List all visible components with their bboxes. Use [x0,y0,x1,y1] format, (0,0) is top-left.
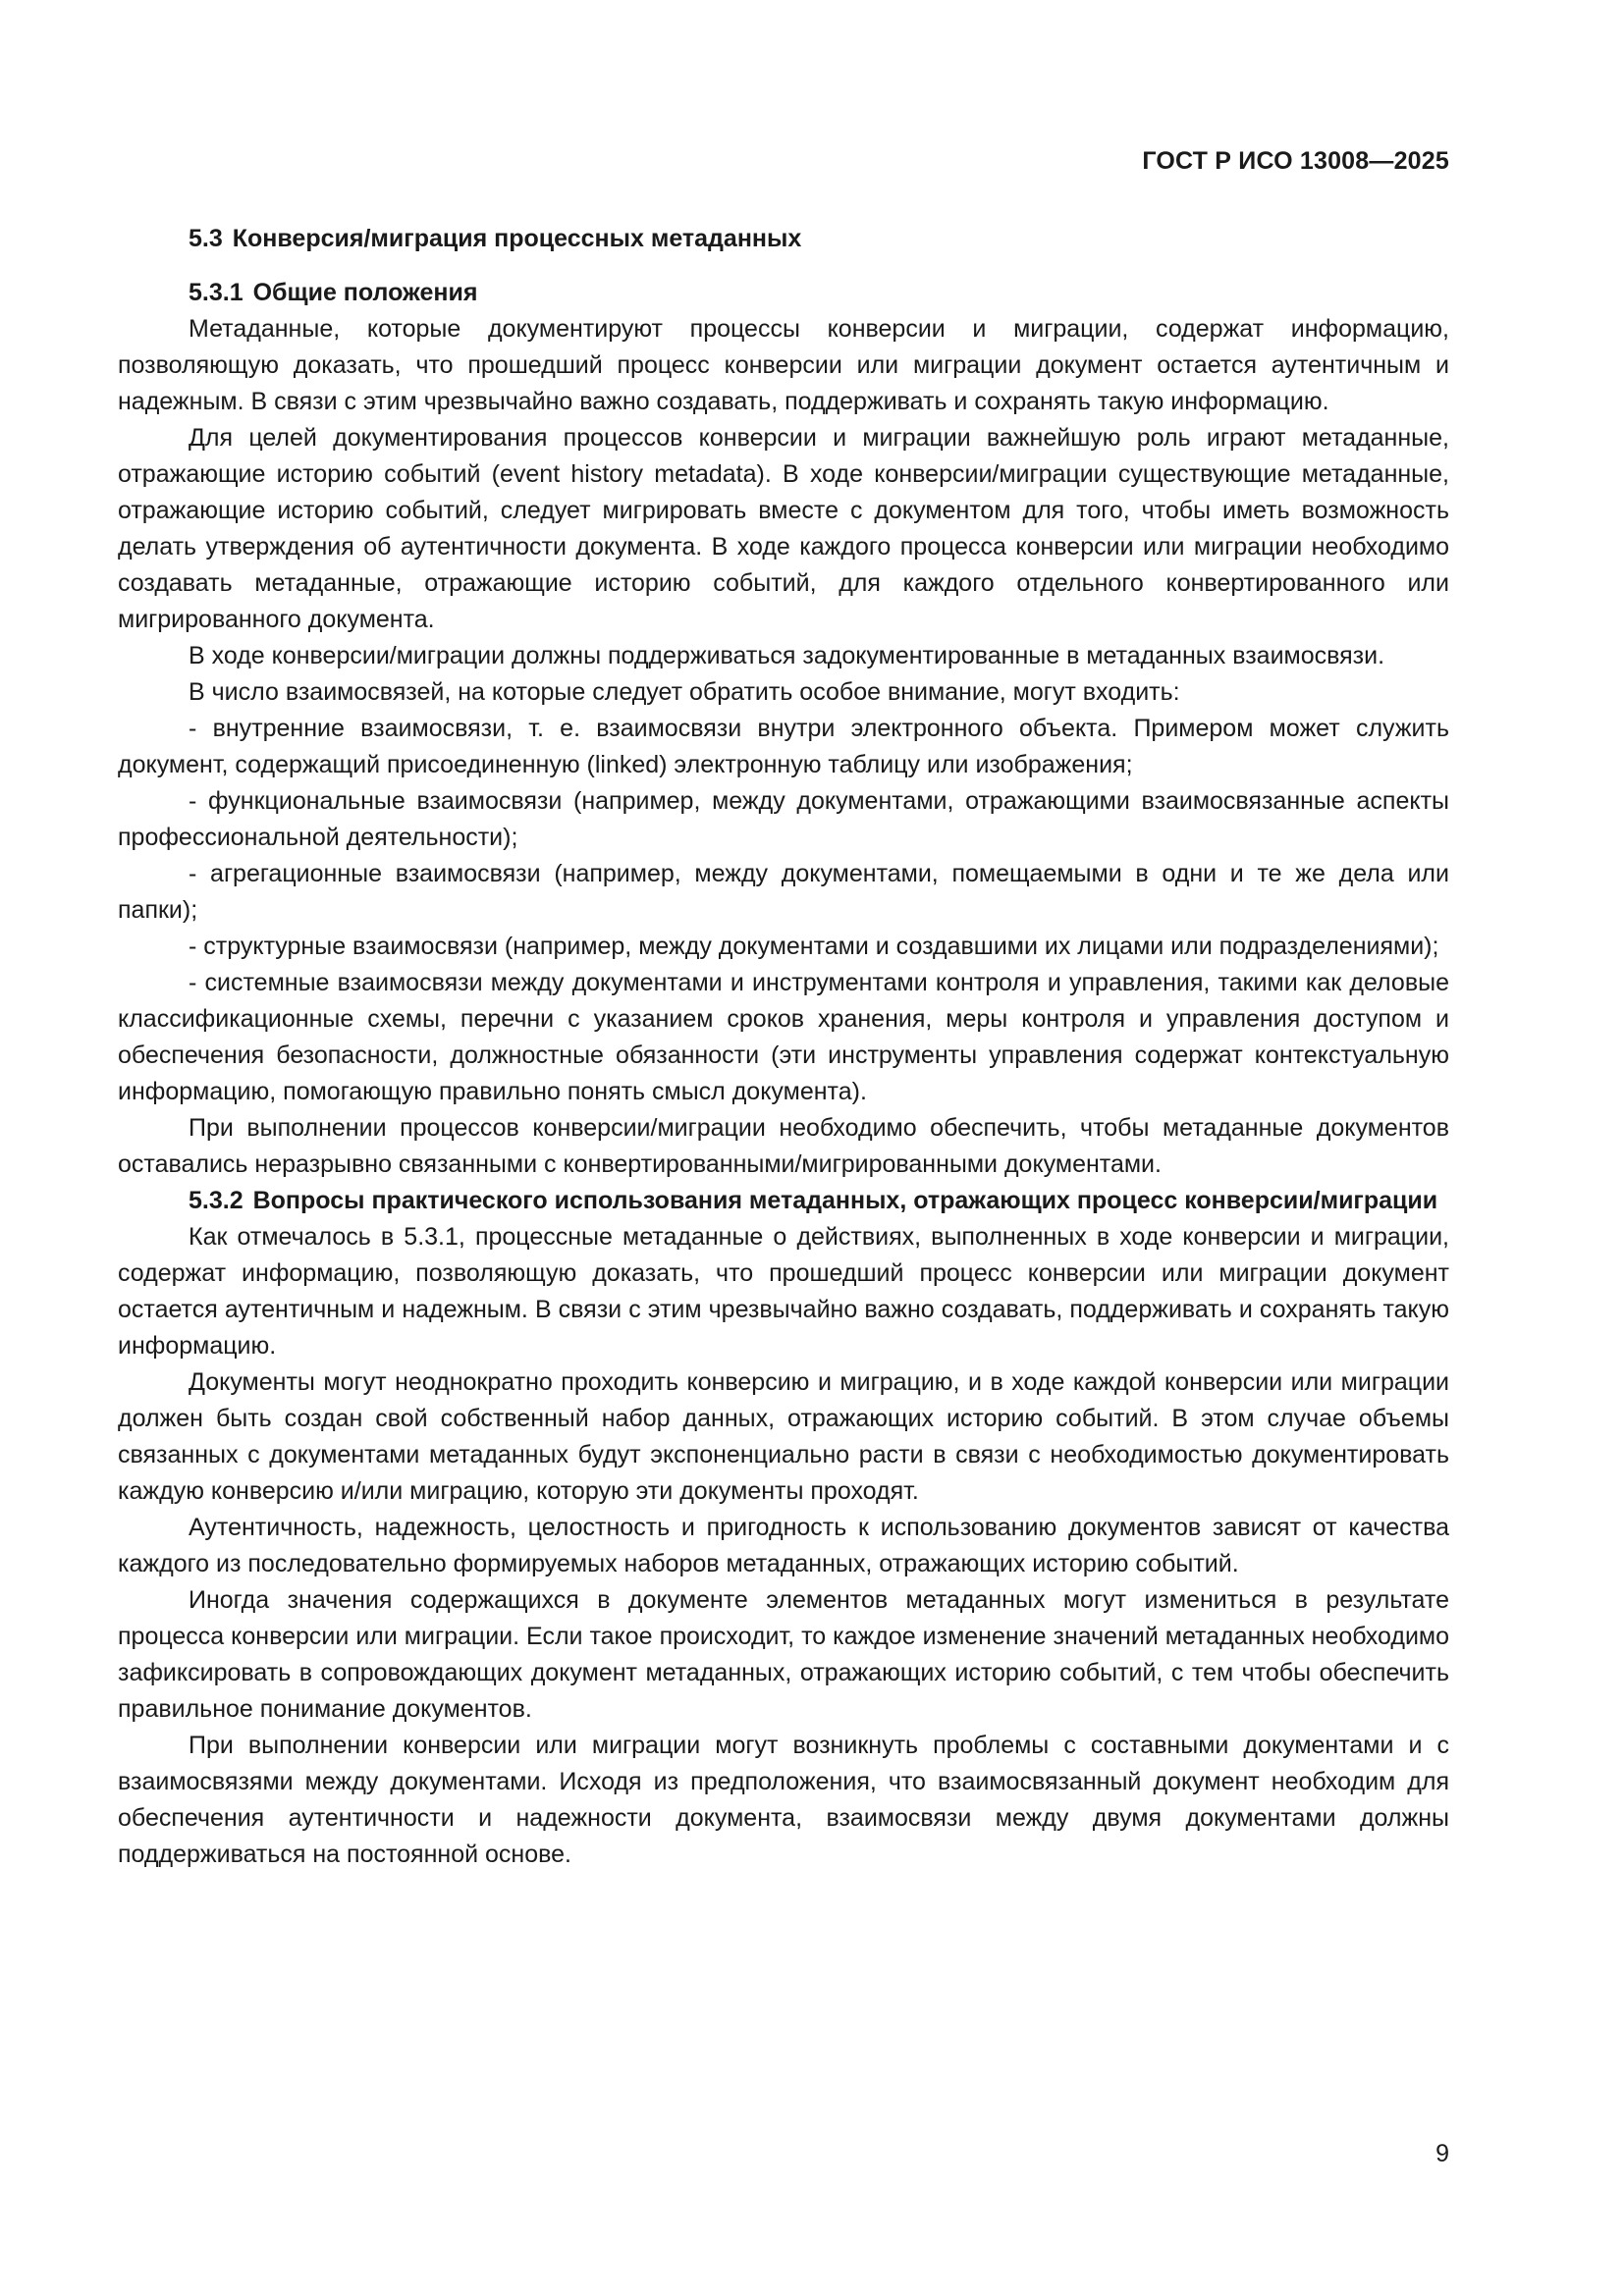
paragraph: Метаданные, которые документируют процессы конверсии и миграции, содержат информацию, позволяющую доказать, что прошедший процесс конверсии или миграции документ остается аутентичным и надежным. В связи с этим чрезвычайно важно создавать, поддерживать и сохранять такую информацию. [118,315,1449,415]
list-item: - функциональные взаимосвязи (например, между документами, отражающими взаимосвязанные аспекты профессиональной деятельности); [118,787,1449,851]
paragraph: В ходе конверсии/миграции должны поддерживаться задокументированные в метаданных взаимосвязи. [189,642,1385,669]
list-item: - системные взаимосвязи между документами и инструментами контроля и управления, такими как деловые классификационные схемы, перечни с указанием сроков хранения, меры контроля и управления доступом и обеспечения безопасности, должностные обязанности (эти инструменты управления содержат контекстуальную информацию, помогающую правильно понять смысл документа). [118,969,1449,1105]
paragraph: Для целей документирования процессов конверсии и миграции важнейшую роль играют метаданные, отражающие историю событий (event history metadata). В ходе конверсии/миграции существующие метаданные, отражающие историю событий, следует мигрировать вместе с документом для того, чтобы иметь возможность делать утверждения об аутентичности документа. В ходе каждого процесса конверсии или миграции необходимо создавать метаданные, отражающие историю событий, для каждого отдельного конвертированного или мигрированного документа. [118,424,1449,633]
section-number: 5.3 [189,225,223,252]
subsection-number: 5.3.2 [189,1187,244,1214]
list-item: - внутренние взаимосвязи, т. е. взаимосвязи внутри электронного объекта. Примером может служить документ, содержащий присоединенную (linked) электронную таблицу или изображения; [118,715,1449,778]
page-number: 9 [1435,2140,1449,2167]
section-title: Конверсия/миграция процессных метаданных [232,225,802,252]
subsection-number: 5.3.1 [189,279,244,306]
paragraph: В число взаимосвязей, на которые следует обратить особое внимание, могут входить: [189,678,1180,706]
subsection-heading-5-3-1 [118,275,1449,311]
paragraph: При выполнении процессов конверсии/миграции необходимо обеспечить, чтобы метаданные документов оставались неразрывно связанными с конвертированными/мигрированными документами. [118,1114,1449,1178]
paragraph: Аутентичность, надежность, целостность и пригодность к использованию документов зависят от качества каждого из последовательно формируемых наборов метаданных, отражающих историю событий. [118,1514,1449,1577]
paragraph: Документы могут неоднократно проходить конверсию и миграцию, и в ходе каждой конверсии или миграции должен быть создан свой собственный набор данных, отражающих историю событий. В этом случае объемы связанных с документами метаданных будут экспоненциально расти в связи с необходимостью документировать каждую конверсию и/или миграцию, которую эти документы проходят. [118,1368,1449,1505]
subsection-title: Общие положения [252,279,478,306]
subsection-heading-5-3-2 [118,1183,1449,1219]
paragraph: Как отмечалось в 5.3.1, процессные метаданные о действиях, выполненных в ходе конверсии и миграции, содержат информацию, позволяющую доказать, что прошедший процесс конверсии или миграции документ остается аутентичным и надежным. В связи с этим чрезвычайно важно создавать, поддерживать и сохранять такую информацию. [118,1223,1449,1360]
paragraph: Иногда значения содержащихся в документе элементов метаданных могут измениться в результате процесса конверсии или миграции. Если такое происходит, то каждое изменение значений метаданных необходимо зафиксировать в сопровождающих документ метаданных, отражающих историю событий, с тем чтобы обеспечить правильное понимание документов. [118,1586,1449,1723]
list-item: - структурные взаимосвязи (например, между документами и создавшими их лицами или подразделениями); [189,933,1439,960]
list-item: - агрегационные взаимосвязи (например, между документами, помещаемыми в одни и те же дела или папки); [118,860,1449,924]
page-content [118,221,1449,1873]
paragraph: При выполнении конверсии или миграции могут возникнуть проблемы с составными документами и с взаимосвязями между документами. Исходя из предположения, что взаимосвязанный документ необходим для обеспечения аутентичности и надежности документа, взаимосвязи между двумя документами должны поддерживаться на постоянной основе. [118,1732,1449,1868]
document-code-header: ГОСТ Р ИСО 13008—2025 [1142,147,1449,175]
section-heading-5-3 [118,221,1449,257]
subsection-title: Вопросы практического использования метаданных, отражающих процесс конверсии/миграции [252,1187,1438,1214]
